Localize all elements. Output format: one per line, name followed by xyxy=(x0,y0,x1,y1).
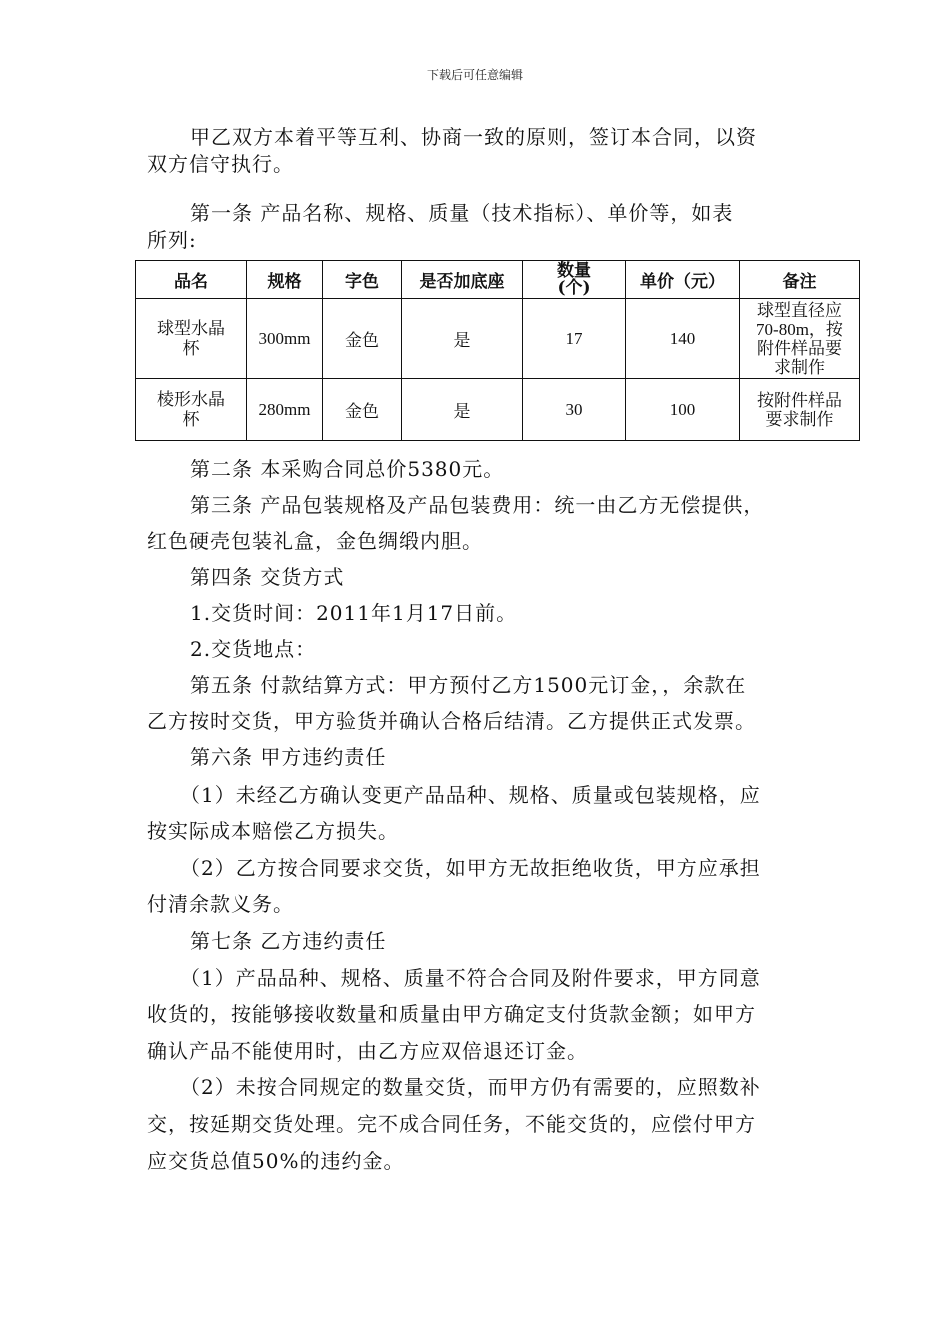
header-name: 品名 xyxy=(136,261,247,299)
article-4: 第四条 交货方式 xyxy=(190,565,345,589)
cell-note-line: 70-80m，按 xyxy=(756,319,843,339)
cell-note xyxy=(740,299,860,379)
cell-note-line: 要求制作 xyxy=(765,409,834,429)
header-qty-top: 数量 xyxy=(557,260,591,281)
cell-note-line: 求制作 xyxy=(774,357,825,377)
header-qty-bottom: (个) xyxy=(557,277,591,298)
article-6-item-1-line-1: （1）未经乙方确认变更产品品种、规格、质量或包装规格，应 xyxy=(180,783,761,807)
intro-line-2: 双方信守执行。 xyxy=(147,152,294,176)
table-header-row xyxy=(136,261,860,299)
article-4-item-2: 2.交货地点： xyxy=(190,637,317,661)
article-1-line-1: 第一条 产品名称、规格、质量（技术指标）、单价等，如表 xyxy=(190,201,734,225)
cell-color: 金色 xyxy=(323,379,402,441)
article-7-item-2-line-3: 应交货总值50%的违约金。 xyxy=(147,1149,405,1173)
product-table xyxy=(135,260,860,441)
header-spec: 规格 xyxy=(247,261,323,299)
article-7-item-1-line-3: 确认产品不能使用时，由乙方应双倍退还订金。 xyxy=(147,1039,588,1063)
article-7-item-1-line-1: （1）产品品种、规格、质量不符合合同及附件要求，甲方同意 xyxy=(180,966,761,990)
article-7-item-2-line-2: 交，按延期交货处理。完不成合同任务，不能交货的，应偿付甲方 xyxy=(147,1112,756,1136)
header-base: 是否加底座 xyxy=(402,261,523,299)
cell-qty: 30 xyxy=(523,379,626,441)
article-3-line-2: 红色硬壳包装礼盒，金色绸缎内胆。 xyxy=(147,529,483,553)
article-1-line-2: 所列: xyxy=(147,228,197,252)
cell-spec: 300mm xyxy=(247,299,323,379)
cell-color: 金色 xyxy=(323,299,402,379)
header-watermark: 下载后可任意编辑 xyxy=(426,68,523,82)
cell-base: 是 xyxy=(402,299,523,379)
cell-name-line: 球型水晶 xyxy=(157,318,225,338)
cell-spec: 280mm xyxy=(247,379,323,441)
article-5-line-2: 乙方按时交货，甲方验货并确认合格后结清。乙方提供正式发票。 xyxy=(147,709,756,733)
cell-base: 是 xyxy=(402,379,523,441)
header-qty xyxy=(523,261,626,299)
table-row xyxy=(136,379,860,441)
intro-line-1: 甲乙双方本着平等互利、协商一致的原则，签订本合同，以资 xyxy=(190,125,757,149)
cell-price: 100 xyxy=(626,379,740,441)
header-price: 单价（元） xyxy=(626,261,740,299)
cell-note-line: 附件样品要 xyxy=(757,338,842,358)
article-3-line-1: 第三条 产品包装规格及产品包装费用：统一由乙方无偿提供， xyxy=(190,493,765,517)
article-2: 第二条 本采购合同总价5380元。 xyxy=(190,457,505,481)
article-7-item-1-line-2: 收货的，按能够接收数量和质量由甲方确定支付货款金额；如甲方 xyxy=(147,1002,756,1026)
article-4-item-1: 1.交货时间：2011年1月17日前。 xyxy=(190,601,518,625)
article-6-item-1-line-2: 按实际成本赔偿乙方损失。 xyxy=(147,819,399,843)
article-6: 第六条 甲方违约责任 xyxy=(190,745,387,769)
table-row xyxy=(136,299,860,379)
cell-price: 140 xyxy=(626,299,740,379)
cell-name xyxy=(136,299,247,379)
header-note: 备注 xyxy=(740,261,860,299)
cell-note-line: 按附件样品 xyxy=(757,390,842,410)
cell-name-line: 棱形水晶 xyxy=(157,389,225,409)
cell-note-line: 球型直径应 xyxy=(757,300,842,320)
cell-name-line: 杯 xyxy=(182,409,200,429)
article-7: 第七条 乙方违约责任 xyxy=(190,929,387,953)
cell-qty: 17 xyxy=(523,299,626,379)
cell-name-line: 杯 xyxy=(182,338,200,358)
header-color: 字色 xyxy=(323,261,402,299)
article-6-item-2-line-2: 付清余款义务。 xyxy=(147,892,294,916)
article-6-item-2-line-1: （2）乙方按合同要求交货，如甲方无故拒绝收货，甲方应承担 xyxy=(180,856,761,880)
article-7-item-2-line-1: （2）未按合同规定的数量交货，而甲方仍有需要的，应照数补 xyxy=(180,1075,761,1099)
cell-note xyxy=(740,379,860,441)
article-5-line-1: 第五条 付款结算方式：甲方预付乙方1500元订金，，余款在 xyxy=(190,673,747,697)
cell-name xyxy=(136,379,247,441)
